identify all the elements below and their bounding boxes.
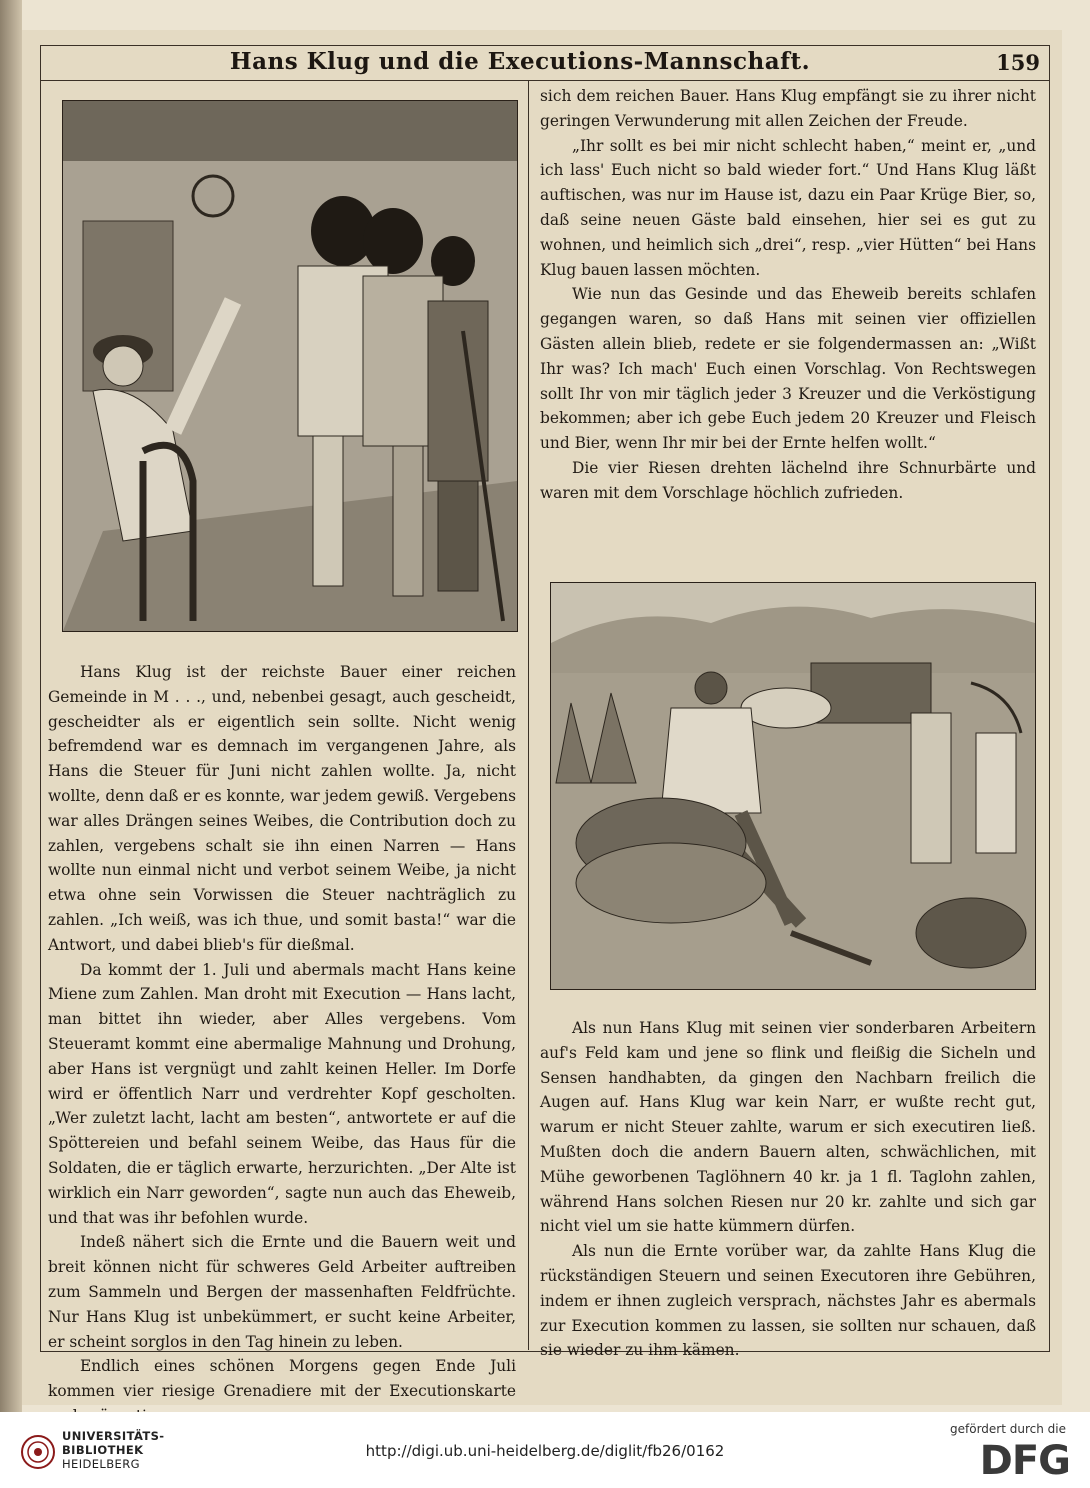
- left-paragraph: Da kommt der 1. Juli und abermals macht Hans keine Miene zum Zahlen. Man droht mit Execution — Hans lacht, man bittet ihn wieder, aber Alles vergebens. Vom Steueramt kommt eine abermalige Mahnung und Drohung, aber Hans ist vergnügt und zahlt keinen Heller. Im Dorfe wird er öffentlich Narr und verdrehter Kopf gescholten. „Wer zuletzt lacht, lacht am besten“, antwortete er auf die Spöttereien und befahl seinem Weibe, das Haus für die Soldaten, die er täglich erwarte, herzurichten. „Der Alte ist wirklich ein Narr geworden“, sagte nun auch das Eheweib, und that was ihr befohlen wurde.: [48, 960, 516, 1227]
- right-paragraph: Die vier Riesen drehten lächelnd ihre Schnurbärte und waren mit dem Vorschlage höchlich zufrieden.: [540, 458, 1036, 502]
- header-rule: [40, 80, 1050, 81]
- left-paragraph: Endlich eines schönen Morgens gegen Ende Juli kommen vier riesige Grenadiere mit der Executionskarte: [48, 1357, 516, 1401]
- permalink-url[interactable]: http://digi.ub.uni-heidelberg.de/diglit/fb26/0162: [365, 1442, 725, 1460]
- library-name-line3: HEIDELBERG: [62, 1457, 140, 1471]
- page-number: 159: [996, 50, 1040, 75]
- illustration-grenadiers: [62, 100, 518, 632]
- right-column-bottom-text: [540, 1016, 1036, 1363]
- right-paragraph: Als nun Hans Klug mit seinen vier sonderbaren Arbeitern auf's Feld kam und jene so flink und fleißig die Sicheln und Sensen handhabten, da gingen den Nachbarn freilich die Augen auf. Hans Klug war kein Narr, er wußte recht gut, warum er nicht Steuer zahlte, warum er sich executiren ließ. Mußten doch die andern Bauern alten, schwächlichen, mit Mühe geworbenen Taglöhnern 40 kr. ja 1 fl. Taglohn zahlen, während Hans solchen Riesen nur 20 kr. zahlte und sich gar nicht viel um sie hatte kümmern dürfen.: [540, 1019, 1036, 1236]
- grenadiers-engraving: [63, 101, 517, 631]
- right-column-top-text: [540, 84, 1036, 506]
- right-paragraph: Wie nun das Gesinde und das Eheweib bereits schlafen gegangen waren, so daß Hans mit seinen vier offiziellen Gästen allein blieb, redete er sie folgendermassen an: „Wißt Ihr was? Ich mach' Euch einen Vorschlag. Von Rechtswegen sollt Ihr von mir täglich jeder 3 Kreuzer und die Verköstigung bekommen; aber ich gebe Euch jedem 20 Kreuzer und Fleisch und Bier, wenn Ihr mir bei der Ernte helfen wollt.“: [540, 285, 1036, 453]
- illustration-harvest: [550, 582, 1036, 990]
- left-paragraph: Hans Klug ist der reichste Bauer einer reichen Gemeinde in M . . ., und, nebenbei gesagt, auch gescheidt, gescheidter als er eigentlich sein sollte. Nicht wenig befremdend war es demnach im vergangenen Jahre, als Hans die Steuer für Juni nicht zahlen wollte. Ja, nicht wollte, denn daß er es konnte, war jedem gewiß. Vergebens war alles Drängen seines Weibes, die Contribution doch zu zahlen, vergebens schalt sie ihn einen Narren — Hans wollte nun einmal nicht und verbot seinem Weibe, ja nicht etwa ohne sein Vorwissen die Steuer nachträglich zu zahlen. „Ich weiß, was ich thue, und somit basta!“ war die Antwort, und dabei blieb's für dießmal.: [48, 663, 516, 954]
- page-title: Hans Klug und die Executions-Mannschaft.: [229, 48, 811, 75]
- left-column-text: [48, 660, 516, 1429]
- funding-label: gefördert durch die: [950, 1422, 1066, 1436]
- binding-shadow: [0, 0, 22, 1412]
- viewer-footer: [0, 1412, 1090, 1488]
- right-paragraph: Als nun die Ernte vorüber war, da zahlte Hans Klug die rückständigen Steuern und seinen Executoren ihre Gebühren, indem er ihnen zugleich versprach, nächstes Jahr es abermals zur Execution kommen zu lassen, sie sollten nur schauen, daß sie wieder zu ihm kämen.: [540, 1242, 1036, 1360]
- right-continuation: sich dem reichen Bauer. Hans Klug empfängt sie zu ihrer nicht geringen Verwunderung mit allen Zeichen der Freude.: [540, 87, 1036, 130]
- left-paragraph: Indeß nähert sich die Ernte und die Bauern weit und breit können nicht für schweres Geld Arbeiter auftreiben zum Sammeln und Bergen der massenhaften Feldfrüchte. Nur Hans Klug ist unbekümmert, er sucht keine Arbeiter, er scheint sorglos in den Tag hinein zu leben.: [48, 1233, 516, 1351]
- library-name-line1: UNIVERSITÄTS-: [62, 1429, 165, 1443]
- dfg-logo[interactable]: DFG: [979, 1438, 1070, 1484]
- column-rule: [528, 80, 529, 1350]
- right-paragraph: „Ihr sollt es bei mir nicht schlecht haben,“ meint er, „und ich lass' Euch nicht so bald wieder fort.“ Und Hans Klug läßt auftischen, was nur im Hause ist, dazu ein Paar Krüge Bier, so, daß seine neuen Gäste bald einsehen, hier sei es gut zu wohnen, und heimlich sich „drei“, resp. „vier Hütten“ bei Hans Klug bauen lassen möchten.: [540, 136, 1036, 279]
- library-name-line2: BIBLIOTHEK: [62, 1443, 144, 1457]
- harvest-engraving: [551, 583, 1035, 989]
